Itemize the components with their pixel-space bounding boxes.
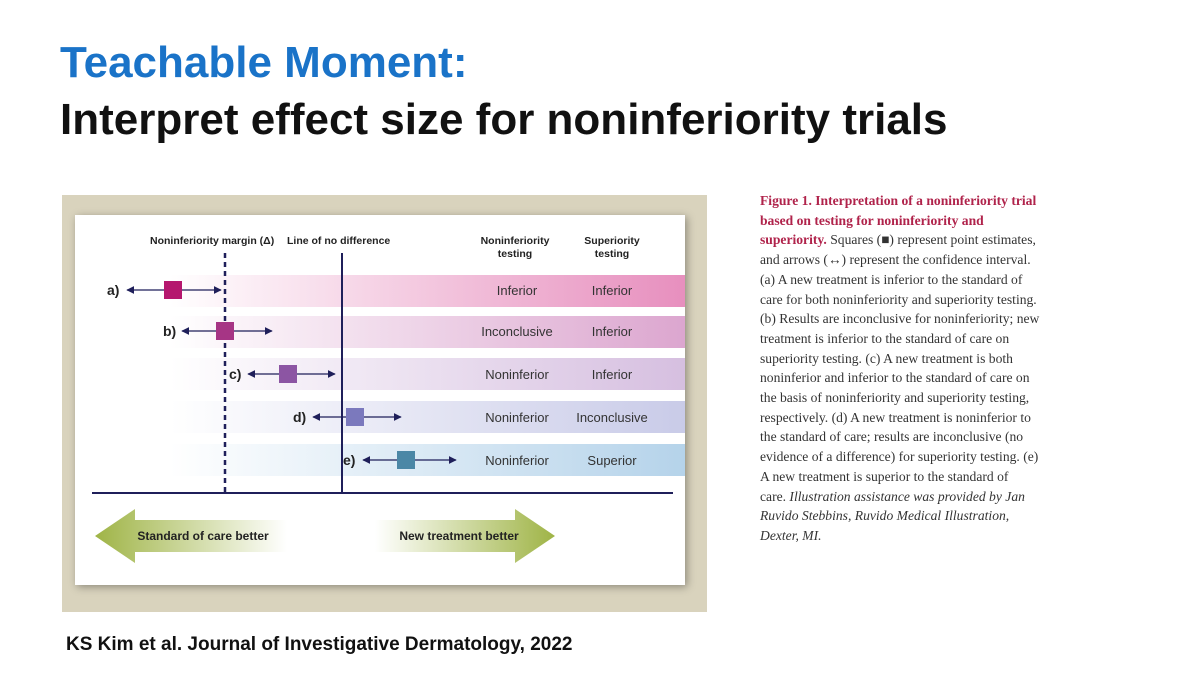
figure-caption (760, 191, 1080, 546)
caption-body-line: (a) A new treatment is inferior to the standard of (760, 271, 1023, 287)
caption-credit-line: Illustration assistance was provided by Jan (786, 488, 1025, 504)
noninferiority-diagram (75, 215, 685, 585)
superiority-result-b: Inferior (591, 324, 633, 339)
caption-body-line: Squares (■) represent point estimates, (826, 232, 1036, 248)
caption-body-line: care. (760, 488, 787, 504)
point-estimate-e (397, 451, 415, 469)
slide-title-line2: Interpret effect size for noninferiority trials (60, 95, 948, 144)
superiority-result-d: Inconclusive (576, 410, 648, 425)
caption-credit-line: Ruvido Stebbins, Ruvido Medical Illustration, (760, 508, 1010, 524)
noninferiority-result-d: Noninferior (485, 410, 549, 425)
noninferiority-result-b: Inconclusive (481, 324, 553, 339)
superiority-result-c: Inferior (591, 367, 633, 382)
header-line-of-no-difference: Line of no difference (287, 235, 391, 247)
noninferiority-result-e: Noninferior (485, 453, 549, 468)
row-label-c: c) (229, 366, 242, 382)
caption-title-line: Figure 1. Interpretation of a noninferiority trial (760, 193, 1037, 208)
caption-body-line: superiority testing. (c) A new treatment is both (760, 350, 1013, 366)
superiority-result-e: Superior (587, 453, 637, 468)
point-estimate-a (164, 281, 182, 299)
new-treatment-better-label: New treatment better (399, 529, 519, 543)
noninferiority-result-c: Noninferior (485, 367, 549, 382)
row-label-a: a) (107, 282, 120, 298)
row-label-e: e) (343, 452, 356, 468)
header-noninferiority-testing-2: testing (497, 248, 533, 260)
row-label-b: b) (163, 323, 177, 339)
point-estimate-d (346, 408, 364, 426)
caption-body-line: the standard of care; results are inconclusive (no (760, 429, 1024, 445)
caption-title-line: superiority. (760, 232, 827, 248)
noninferiority-result-a: Inferior (496, 283, 538, 298)
slide-title-line1: Teachable Moment: (60, 38, 468, 87)
caption-title-line: based on testing for noninferiority and (760, 212, 984, 228)
caption-body-line: respectively. (d) A new treatment is noninferior to (760, 409, 1031, 425)
figure-frame (62, 195, 707, 612)
point-estimate-c (279, 365, 297, 383)
row-label-d: d) (293, 409, 307, 425)
caption-body-line: treatment is inferior to the standard of care on (760, 330, 1010, 346)
caption-body-line: evidence of a difference) for superiority testing. (e) (760, 449, 1039, 465)
citation: KS Kim et al. Journal of Investigative Dermatology, 2022 (66, 634, 573, 655)
superiority-result-a: Inferior (591, 283, 633, 298)
caption-body-line: the basis of noninferiority and superiority testing, (760, 390, 1030, 406)
caption-body-line: A new treatment is superior to the standard of (760, 468, 1009, 484)
header-superiority-testing-2: testing (594, 248, 630, 260)
diagram-canvas (75, 215, 685, 585)
header-noninferiority-margin: Noninferiority margin (Δ) (150, 235, 275, 247)
caption-credit-line: Dexter, MI. (760, 527, 822, 543)
point-estimate-b (216, 322, 234, 340)
header-superiority-testing-1: Superiority (584, 235, 640, 247)
caption-body-line: and arrows (↔) represent the confidence interval. (760, 252, 1031, 268)
header-noninferiority-testing-1: Noninferiority (480, 235, 550, 247)
caption-body-line: (b) Results are inconclusive for noninferiority; new (760, 311, 1040, 327)
caption-body-line: noninferior and inferior to the standard of care on (760, 370, 1030, 386)
caption-body-line: care for both noninferiority and superiority testing. (760, 291, 1037, 307)
standard-of-care-better-label: Standard of care better (137, 529, 269, 543)
